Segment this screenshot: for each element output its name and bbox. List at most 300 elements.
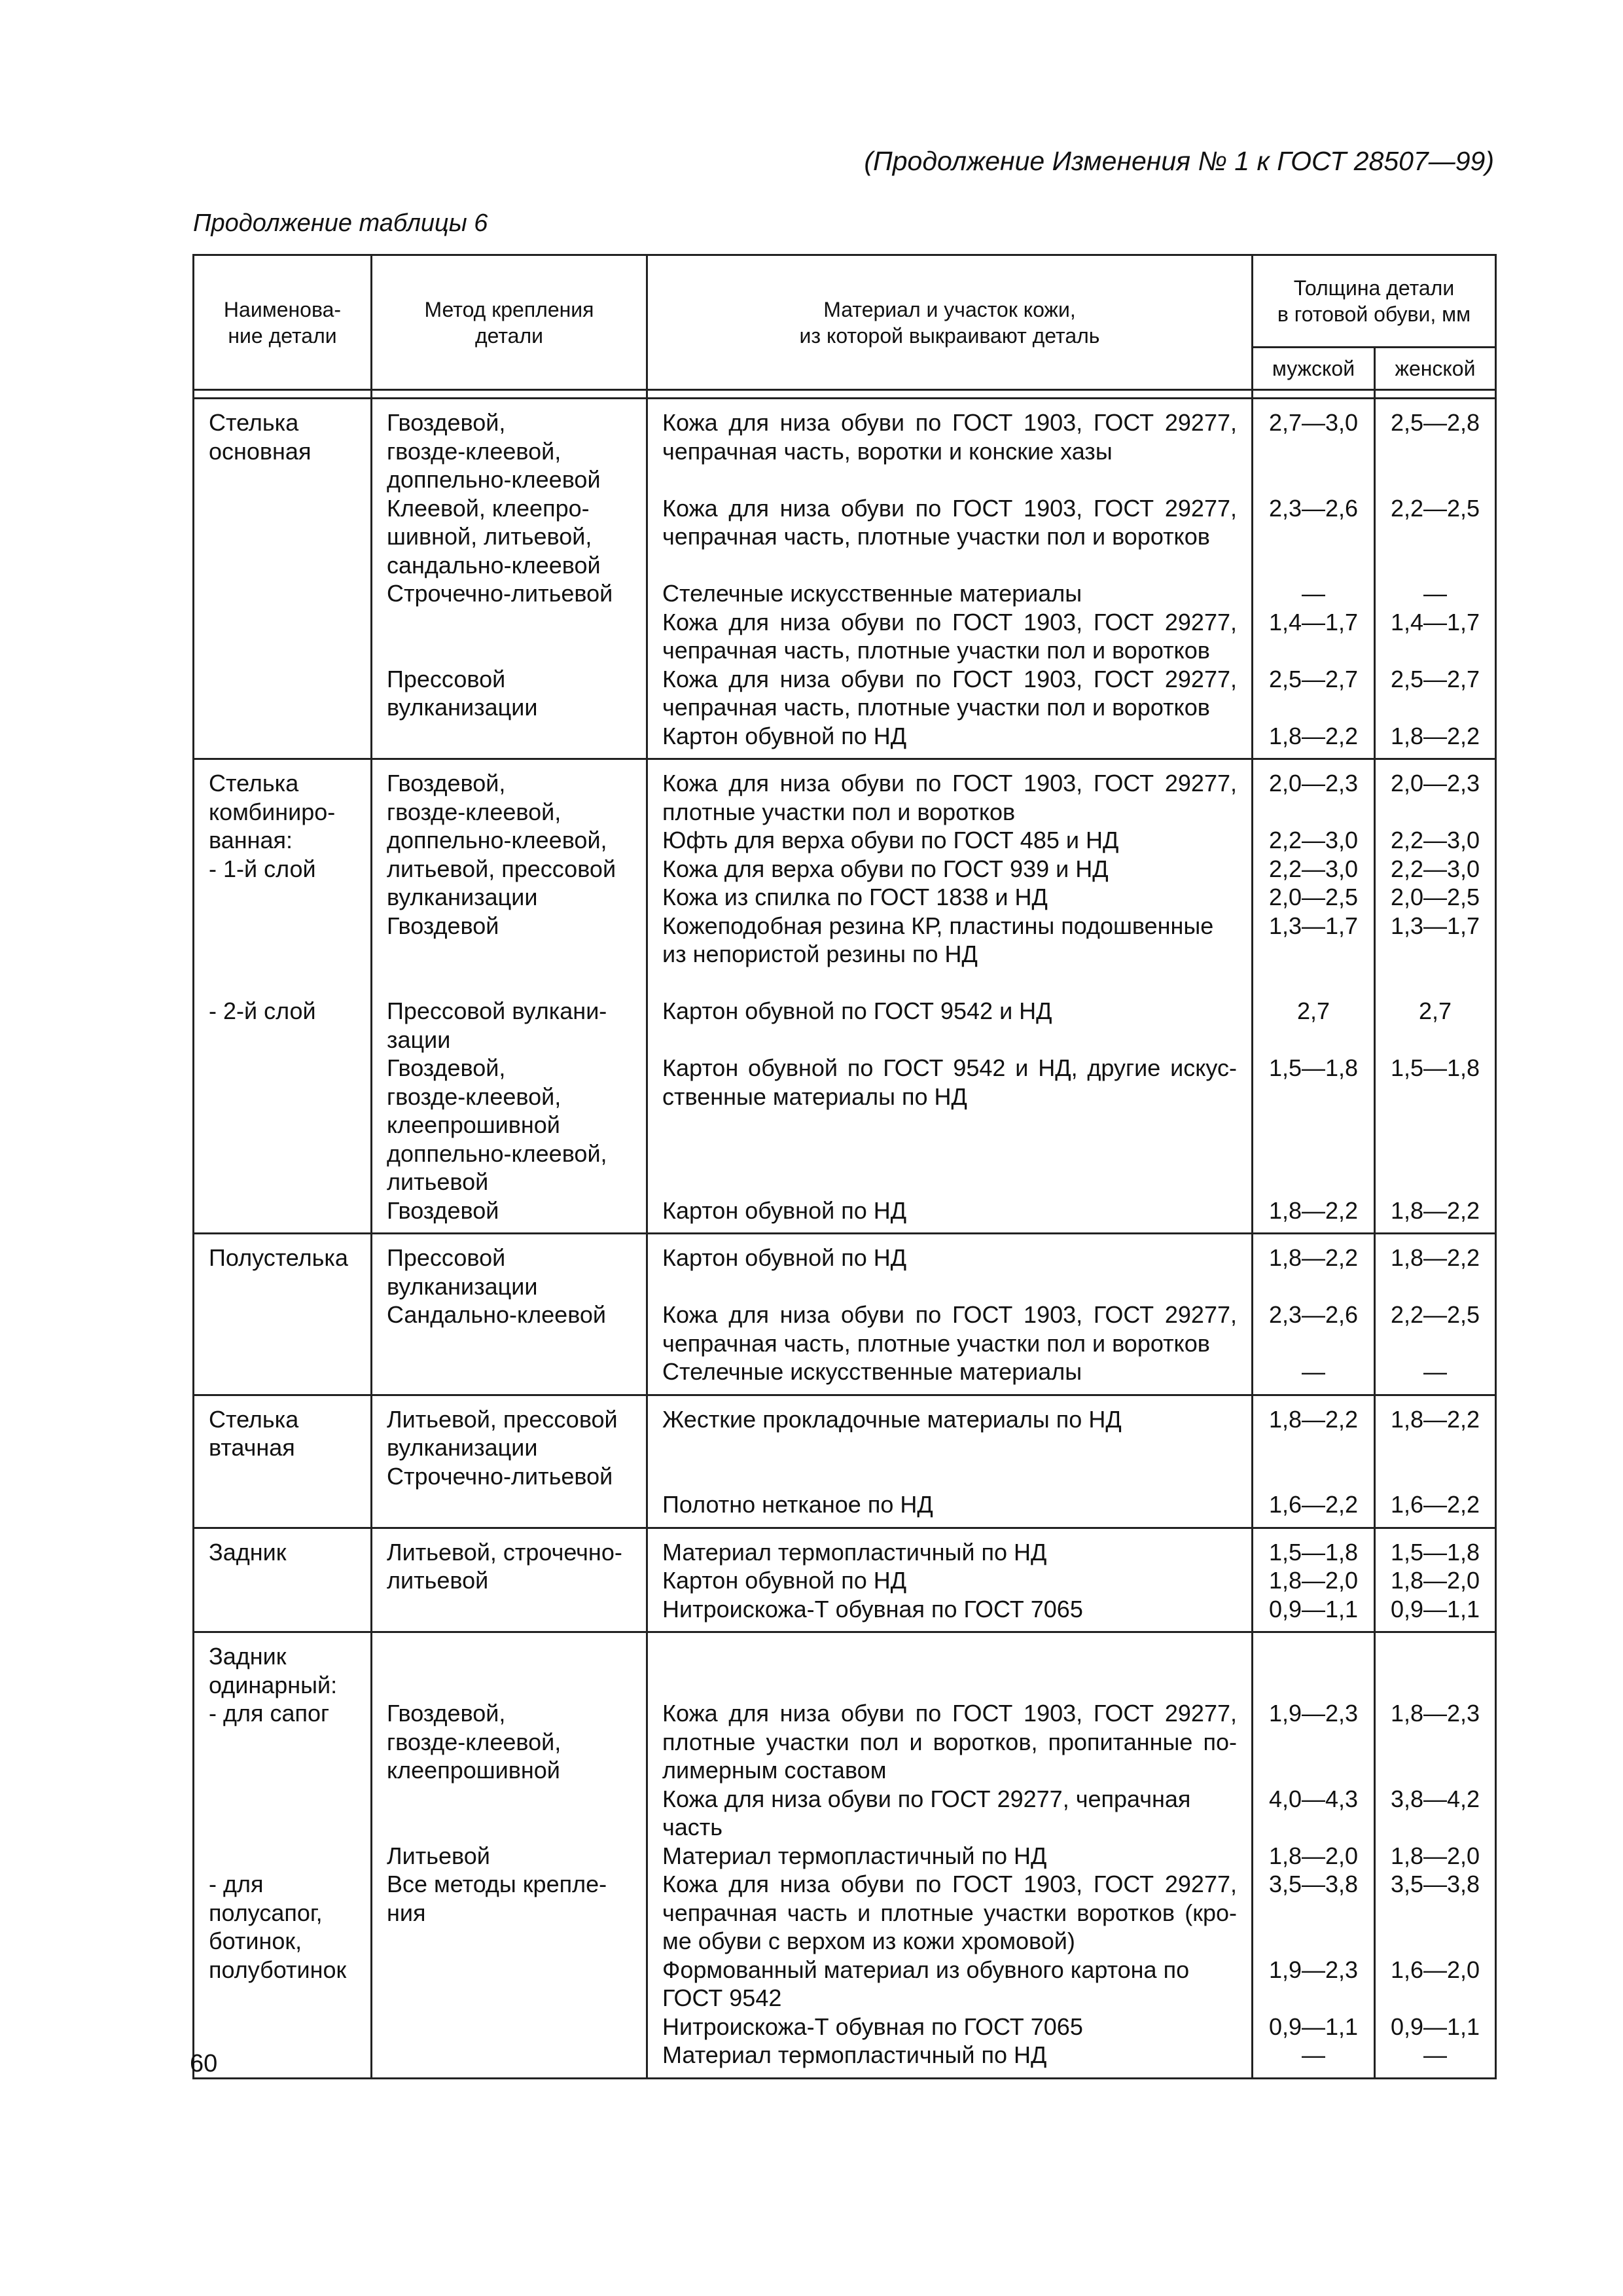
header-women: женской: [1375, 348, 1496, 390]
cell-line: —: [1423, 580, 1447, 607]
cell-line: Гвоздевой,: [387, 409, 506, 436]
cell-line: 1,8—2,0: [1390, 1567, 1480, 1594]
cell-line: [194, 2013, 370, 2041]
cell-line: 2,2—3,0: [1268, 827, 1359, 853]
cell-line: 2,5—2,7: [1268, 665, 1359, 692]
cell-line: Гвоздевой,: [387, 770, 506, 797]
cell-line: [1253, 551, 1374, 580]
cell-line: 1,8—2,0: [1268, 1567, 1359, 1594]
cell-line: [194, 1300, 370, 1329]
cell-line: —: [1302, 1358, 1325, 1385]
material-cell: [647, 1632, 1253, 2079]
cell-line: 2,3—2,6: [1268, 1301, 1359, 1328]
cell-line: Литьевой, строчечно-: [387, 1538, 622, 1566]
cell-line: сандально-клеевой: [387, 551, 601, 579]
cell-line: 4,0—4,3: [1268, 1785, 1359, 1812]
cell-line: 2,2—3,0: [1268, 855, 1359, 882]
cell-line: [194, 1813, 370, 1842]
material-cell: [647, 1395, 1253, 1528]
cell-line: Кожа для верха обуви по ГОСТ 939 и НД: [662, 855, 1109, 882]
cell-line: Полотно нетканое по НД: [662, 1491, 933, 1518]
cell-line: одинарный:: [209, 1671, 338, 1698]
cell-line: Материал термопластичный по НД: [662, 2041, 1047, 2068]
cell-line: доппельно-клеевой,: [387, 827, 607, 853]
cell-line: 2,0—2,5: [1390, 884, 1480, 910]
cell-line: Картон обувной по НД: [662, 1196, 907, 1224]
cell-line: [1253, 1671, 1374, 1700]
part-name-cell: [194, 759, 372, 1234]
cell-line: Нитроискожа-Т обувная по ГОСТ 7065: [662, 1595, 1083, 1623]
header-attach-method: Метод крепления детали: [372, 255, 647, 390]
part-name-cell: [194, 1234, 372, 1395]
cell-line: 3,5—3,8: [1390, 1871, 1480, 1897]
cell-line: [194, 465, 370, 494]
cell-line: доппельно-клеевой,: [387, 1139, 607, 1167]
cell-line: втачная: [209, 1434, 295, 1461]
cell-line: [648, 1642, 1251, 1671]
cell-line: 2,7: [1418, 997, 1452, 1024]
cell-line: [372, 1357, 646, 1386]
cell-line: Картон обувной по НД: [662, 1567, 907, 1594]
cell-line: ме обуви с верхом из кожи хромовой): [662, 1928, 1075, 1954]
cell-line: чепрачная часть, плотные участки пол и воротков: [662, 1329, 1210, 1357]
cell-line: [194, 1329, 370, 1358]
table-row: [194, 1632, 1496, 2079]
cell-line: [648, 1111, 1251, 1139]
cell-line: [648, 1168, 1251, 1196]
cell-line: Материал термопластичный по НД: [662, 1538, 1047, 1566]
cell-line: [1376, 969, 1495, 997]
cell-line: [1376, 1813, 1495, 1842]
cell-line: [1376, 1026, 1495, 1054]
cell-line: 1,5—1,8: [1390, 1538, 1480, 1566]
cell-line: Стелька: [209, 409, 299, 436]
thickness-women-cell: [1375, 759, 1496, 1234]
attach-method-cell: [372, 1395, 647, 1528]
cell-line: полусапог,: [209, 1899, 323, 1926]
cell-line: плотные участки пол и воротков, пропитанные по-: [662, 1728, 1237, 1755]
cell-line: [194, 969, 370, 997]
cell-line: 1,8—2,0: [1390, 1842, 1480, 1869]
cell-line: Кожеподобная резина КР, пластины подошвенные: [662, 912, 1214, 939]
cell-line: [1253, 522, 1374, 551]
attach-method-cell: [372, 399, 647, 759]
cell-line: [194, 1054, 370, 1083]
cell-line: 2,3—2,6: [1268, 494, 1359, 522]
cell-line: Задник: [209, 1538, 287, 1566]
cell-line: [194, 1785, 370, 1814]
cell-line: [648, 1433, 1251, 1462]
thickness-men-cell: [1253, 1395, 1375, 1528]
cell-line: —: [1302, 2041, 1325, 2068]
attach-method-cell: [372, 1632, 647, 2079]
cell-line: [1376, 1168, 1495, 1196]
cell-line: ственные материалы по НД: [662, 1083, 967, 1110]
cell-line: [372, 722, 646, 751]
cell-line: [194, 579, 370, 608]
cell-line: [194, 1168, 370, 1196]
thickness-women-cell: [1375, 1528, 1496, 1632]
header-thickness: Толщина детали в готовой обуви, мм: [1253, 255, 1496, 348]
cell-line: гвозде-клеевой,: [387, 1083, 562, 1110]
thickness-table: [192, 254, 1497, 2079]
cell-line: - для сапог: [209, 1700, 330, 1727]
cell-line: [648, 1462, 1251, 1491]
cell-line: клеепрошивной: [387, 1111, 560, 1138]
cell-line: [372, 969, 646, 997]
cell-line: чепрачная часть и плотные участки воротков (кро-: [662, 1899, 1237, 1926]
cell-line: [194, 1272, 370, 1301]
cell-line: [1376, 465, 1495, 494]
cell-line: Нитроискожа-Т обувная по ГОСТ 7065: [662, 2013, 1083, 2040]
cell-line: Стелечные искусственные материалы: [662, 580, 1082, 607]
cell-line: [1376, 1462, 1495, 1491]
cell-line: [194, 1026, 370, 1054]
cell-line: Прессовой вулкани-: [387, 997, 607, 1024]
cell-line: 1,8—2,2: [1268, 1405, 1359, 1433]
cell-line: [194, 1357, 370, 1386]
cell-line: [1253, 636, 1374, 665]
cell-line: [194, 722, 370, 751]
cell-line: 2,2—2,5: [1390, 494, 1480, 522]
cell-line: [372, 940, 646, 969]
cell-line: Прессовой: [387, 1244, 506, 1271]
cell-line: Кожа для низа обуви по ГОСТ 1903, ГОСТ 29277,: [662, 1301, 1237, 1328]
cell-line: 1,5—1,8: [1268, 1054, 1359, 1081]
material-cell: [647, 759, 1253, 1234]
cell-line: вулканизации: [387, 1272, 538, 1300]
table-body: [194, 399, 1496, 2079]
cell-line: зации: [387, 1026, 451, 1053]
cell-line: [194, 912, 370, 941]
cell-line: [648, 1026, 1251, 1054]
cell-line: [1376, 636, 1495, 665]
cell-line: [1253, 1433, 1374, 1462]
cell-line: [372, 1956, 646, 1984]
cell-line: 2,2—2,5: [1390, 1301, 1480, 1328]
cell-line: Литьевой: [387, 1842, 490, 1869]
cell-line: часть: [662, 1814, 723, 1840]
cell-line: 1,8—2,2: [1390, 722, 1480, 749]
cell-line: [194, 2041, 370, 2070]
cell-line: Кожа для низа обуви по ГОСТ 1903, ГОСТ 29277,: [662, 494, 1237, 522]
cell-line: Гвоздевой,: [387, 1700, 506, 1727]
cell-line: гвозде-клеевой,: [387, 437, 562, 465]
cell-line: литьевой, прессовой: [387, 855, 616, 882]
cell-line: [194, 1083, 370, 1111]
cell-line: [1253, 1642, 1374, 1671]
cell-line: гвозде-клеевой,: [387, 798, 562, 825]
cell-line: - для: [209, 1871, 264, 1897]
attach-method-cell: [372, 1234, 647, 1395]
cell-line: [1253, 798, 1374, 827]
cell-line: Кожа для низа обуви по ГОСТ 1903, ГОСТ 29277,: [662, 608, 1237, 636]
cell-line: ботинок,: [209, 1928, 302, 1954]
cell-line: 1,6—2,0: [1390, 1956, 1480, 1983]
cell-line: 2,5—2,8: [1390, 409, 1480, 436]
cell-line: 2,7—3,0: [1268, 409, 1359, 436]
cell-line: [1253, 437, 1374, 466]
cell-line: 1,3—1,7: [1268, 912, 1359, 939]
cell-line: [1253, 1927, 1374, 1956]
cell-line: [1253, 1139, 1374, 1168]
cell-line: Формованный материал из обувного картона по: [662, 1956, 1190, 1983]
thickness-women-cell: [1375, 1395, 1496, 1528]
cell-line: 1,8—2,2: [1390, 1196, 1480, 1224]
cell-line: [1253, 465, 1374, 494]
cell-line: Полустелька: [209, 1244, 348, 1271]
cell-line: 3,8—4,2: [1390, 1785, 1480, 1812]
cell-line: Стелька: [209, 1405, 299, 1433]
cell-line: основная: [209, 437, 312, 465]
cell-line: доппельно-клеевой: [387, 466, 601, 493]
document-continuation-header: (Продолжение Изменения № 1 к ГОСТ 28507—99): [864, 146, 1494, 176]
material-cell: [647, 1528, 1253, 1632]
cell-line: 1,8—2,2: [1390, 1405, 1480, 1433]
attach-method-cell: [372, 759, 647, 1234]
cell-line: Клеевой, клеепро-: [387, 494, 590, 522]
cell-line: чепрачная часть, плотные участки пол и воротков: [662, 694, 1210, 721]
cell-line: вулканизации: [387, 1434, 538, 1461]
cell-line: [372, 2013, 646, 2041]
table-row: [194, 1528, 1496, 1632]
thickness-men-cell: [1253, 1528, 1375, 1632]
cell-line: чепрачная часть, плотные участки пол и воротков: [662, 523, 1210, 550]
cell-line: 1,8—2,2: [1268, 1244, 1359, 1271]
cell-line: [194, 1196, 370, 1225]
cell-line: [1253, 969, 1374, 997]
cell-line: [648, 1272, 1251, 1301]
cell-line: [1253, 1111, 1374, 1139]
cell-line: 2,0—2,5: [1268, 884, 1359, 910]
cell-line: 1,9—2,3: [1268, 1700, 1359, 1727]
cell-line: [194, 1566, 370, 1595]
cell-line: [1376, 1083, 1495, 1111]
table-row: [194, 399, 1496, 759]
cell-line: 2,2—3,0: [1390, 855, 1480, 882]
cell-line: - 2-й слой: [209, 997, 316, 1024]
cell-line: [648, 1139, 1251, 1168]
cell-line: Жесткие прокладочные материалы по НД: [662, 1405, 1122, 1433]
cell-line: [372, 1642, 646, 1671]
cell-line: Кожа из спилка по ГОСТ 1838 и НД: [662, 884, 1048, 910]
cell-line: Картон обувной по ГОСТ 9542 и НД, другие искус-: [662, 1054, 1237, 1081]
cell-line: плотные участки пол и воротков: [662, 798, 1016, 825]
cell-line: [194, 1984, 370, 2013]
cell-line: 1,5—1,8: [1390, 1054, 1480, 1081]
cell-line: 1,8—2,0: [1268, 1842, 1359, 1869]
header-part-name: Наименова- ние детали: [194, 255, 372, 390]
cell-line: [1376, 1756, 1495, 1785]
cell-line: Стелька: [209, 770, 299, 797]
cell-line: [194, 693, 370, 722]
cell-line: [372, 1785, 646, 1814]
thickness-men-cell: [1253, 1632, 1375, 2079]
cell-line: [1253, 1756, 1374, 1785]
cell-line: [1253, 1272, 1374, 1301]
cell-line: [1376, 693, 1495, 722]
cell-line: 2,7: [1296, 997, 1330, 1024]
cell-line: лимерным составом: [662, 1757, 887, 1784]
thickness-women-cell: [1375, 1234, 1496, 1395]
cell-line: —: [1423, 1358, 1447, 1385]
cell-line: [194, 1490, 370, 1519]
cell-line: Картон обувной по НД: [662, 722, 907, 749]
cell-line: [372, 1927, 646, 1956]
cell-line: [1376, 1899, 1495, 1928]
cell-line: Стелечные искусственные материалы: [662, 1358, 1082, 1385]
cell-line: 0,9—1,1: [1268, 2013, 1359, 2040]
cell-line: [372, 636, 646, 665]
cell-line: [1376, 1111, 1495, 1139]
cell-line: [1376, 1927, 1495, 1956]
cell-line: 2,2—3,0: [1390, 827, 1480, 853]
header-men: мужской: [1253, 348, 1375, 390]
cell-line: [194, 522, 370, 551]
page-number: 60: [190, 2050, 218, 2077]
part-name-cell: [194, 1395, 372, 1528]
cell-line: [194, 608, 370, 637]
cell-line: [1253, 1728, 1374, 1757]
cell-line: 3,5—3,8: [1268, 1871, 1359, 1897]
cell-line: литьевой: [387, 1168, 489, 1195]
cell-line: 2,5—2,7: [1390, 665, 1480, 692]
cell-line: Кожа для низа обуви по ГОСТ 1903, ГОСТ 29277,: [662, 1871, 1237, 1897]
cell-line: [1376, 437, 1495, 466]
cell-line: [1376, 1272, 1495, 1301]
cell-line: —: [1423, 2041, 1447, 2068]
cell-line: [1253, 1083, 1374, 1111]
table-row: [194, 1395, 1496, 1528]
table-caption: Продолжение таблицы 6: [193, 209, 488, 237]
cell-line: [194, 551, 370, 580]
cell-line: [194, 1595, 370, 1624]
table-row: [194, 1234, 1496, 1395]
thickness-men-cell: [1253, 399, 1375, 759]
cell-line: комбиниро-: [209, 798, 336, 825]
cell-line: [1253, 1462, 1374, 1491]
cell-line: Кожа для низа обуви по ГОСТ 1903, ГОСТ 29277,: [662, 665, 1237, 692]
cell-line: [1253, 1168, 1374, 1196]
cell-line: чепрачная часть, плотные участки пол и воротков: [662, 637, 1210, 664]
cell-line: [372, 1595, 646, 1624]
attach-method-cell: [372, 1528, 647, 1632]
cell-line: [648, 969, 1251, 997]
cell-line: Материал термопластичный по НД: [662, 1842, 1047, 1869]
cell-line: [194, 665, 370, 694]
cell-line: Картон обувной по ГОСТ 9542 и НД: [662, 997, 1052, 1024]
cell-line: [372, 1671, 646, 1700]
cell-line: 2,0—2,3: [1268, 770, 1359, 797]
cell-line: [194, 940, 370, 969]
cell-line: ния: [387, 1899, 426, 1926]
cell-line: 1,5—1,8: [1268, 1538, 1359, 1566]
cell-line: [1376, 798, 1495, 827]
cell-line: [194, 883, 370, 912]
part-name-cell: [194, 1632, 372, 2079]
cell-line: [372, 608, 646, 637]
cell-line: [194, 636, 370, 665]
cell-line: [194, 1728, 370, 1757]
cell-line: 1,8—2,2: [1390, 1244, 1480, 1271]
cell-line: [372, 2041, 646, 2070]
cell-line: 0,9—1,1: [1268, 1595, 1359, 1623]
cell-line: [1376, 1671, 1495, 1700]
thickness-women-cell: [1375, 1632, 1496, 2079]
cell-line: Картон обувной по НД: [662, 1244, 907, 1271]
cell-line: [194, 1462, 370, 1491]
cell-line: [194, 494, 370, 523]
cell-line: 1,6—2,2: [1268, 1491, 1359, 1518]
cell-line: [1376, 1642, 1495, 1671]
thickness-women-cell: [1375, 399, 1496, 759]
cell-line: Строчечно-литьевой: [387, 580, 613, 607]
cell-line: Задник: [209, 1643, 287, 1670]
cell-line: 1,6—2,2: [1390, 1491, 1480, 1518]
cell-line: Гвоздевой: [387, 912, 499, 939]
cell-line: [1253, 940, 1374, 969]
cell-line: [194, 1756, 370, 1785]
cell-line: [1376, 1728, 1495, 1757]
cell-line: [1253, 1329, 1374, 1358]
cell-line: чепрачная часть, воротки и конские хазы: [662, 437, 1113, 465]
cell-line: 1,4—1,7: [1268, 608, 1359, 636]
cell-line: [1253, 1899, 1374, 1928]
cell-line: [1376, 551, 1495, 580]
cell-line: ГОСТ 9542: [662, 1984, 782, 2011]
cell-line: 1,9—2,3: [1268, 1956, 1359, 1983]
cell-line: 0,9—1,1: [1390, 1595, 1480, 1623]
cell-line: - 1-й слой: [209, 855, 316, 882]
cell-line: Кожа для низа обуви по ГОСТ 1903, ГОСТ 29277,: [662, 770, 1237, 797]
cell-line: Кожа для низа обуви по ГОСТ 1903, ГОСТ 29277,: [662, 409, 1237, 436]
cell-line: вулканизации: [387, 884, 538, 910]
cell-line: шивной, литьевой,: [387, 523, 592, 550]
part-name-cell: [194, 1528, 372, 1632]
cell-line: [1253, 693, 1374, 722]
cell-line: Кожа для низа обуви по ГОСТ 29277, чепрачная: [662, 1785, 1191, 1812]
cell-line: 1,8—2,2: [1268, 1196, 1359, 1224]
cell-line: [194, 1842, 370, 1871]
cell-line: [1376, 940, 1495, 969]
cell-line: ванная:: [209, 827, 293, 853]
cell-line: 1,8—2,2: [1268, 722, 1359, 749]
cell-line: [1253, 1984, 1374, 2013]
header-material: Материал и участок кожи, из которой выкраивают деталь: [647, 255, 1253, 390]
table-row: [194, 759, 1496, 1234]
cell-line: Литьевой, прессовой: [387, 1405, 618, 1433]
cell-line: Все методы крепле-: [387, 1871, 607, 1897]
header-separator: [194, 390, 1496, 399]
cell-line: [648, 465, 1251, 494]
cell-line: [1253, 1813, 1374, 1842]
cell-line: гвозде-клеевой,: [387, 1728, 562, 1755]
cell-line: клеепрошивной: [387, 1757, 560, 1784]
material-cell: [647, 399, 1253, 759]
cell-line: Строчечно-литьевой: [387, 1462, 613, 1490]
cell-line: [372, 1813, 646, 1842]
cell-line: 1,3—1,7: [1390, 912, 1480, 939]
cell-line: [194, 1111, 370, 1139]
cell-line: вулканизации: [387, 694, 538, 721]
cell-line: [1376, 1329, 1495, 1358]
cell-line: Сандально-клеевой: [387, 1301, 607, 1328]
cell-line: [1376, 1984, 1495, 2013]
cell-line: Юфть для верха обуви по ГОСТ 485 и НД: [662, 827, 1119, 853]
material-cell: [647, 1234, 1253, 1395]
cell-line: 2,0—2,3: [1390, 770, 1480, 797]
cell-line: —: [1302, 580, 1325, 607]
